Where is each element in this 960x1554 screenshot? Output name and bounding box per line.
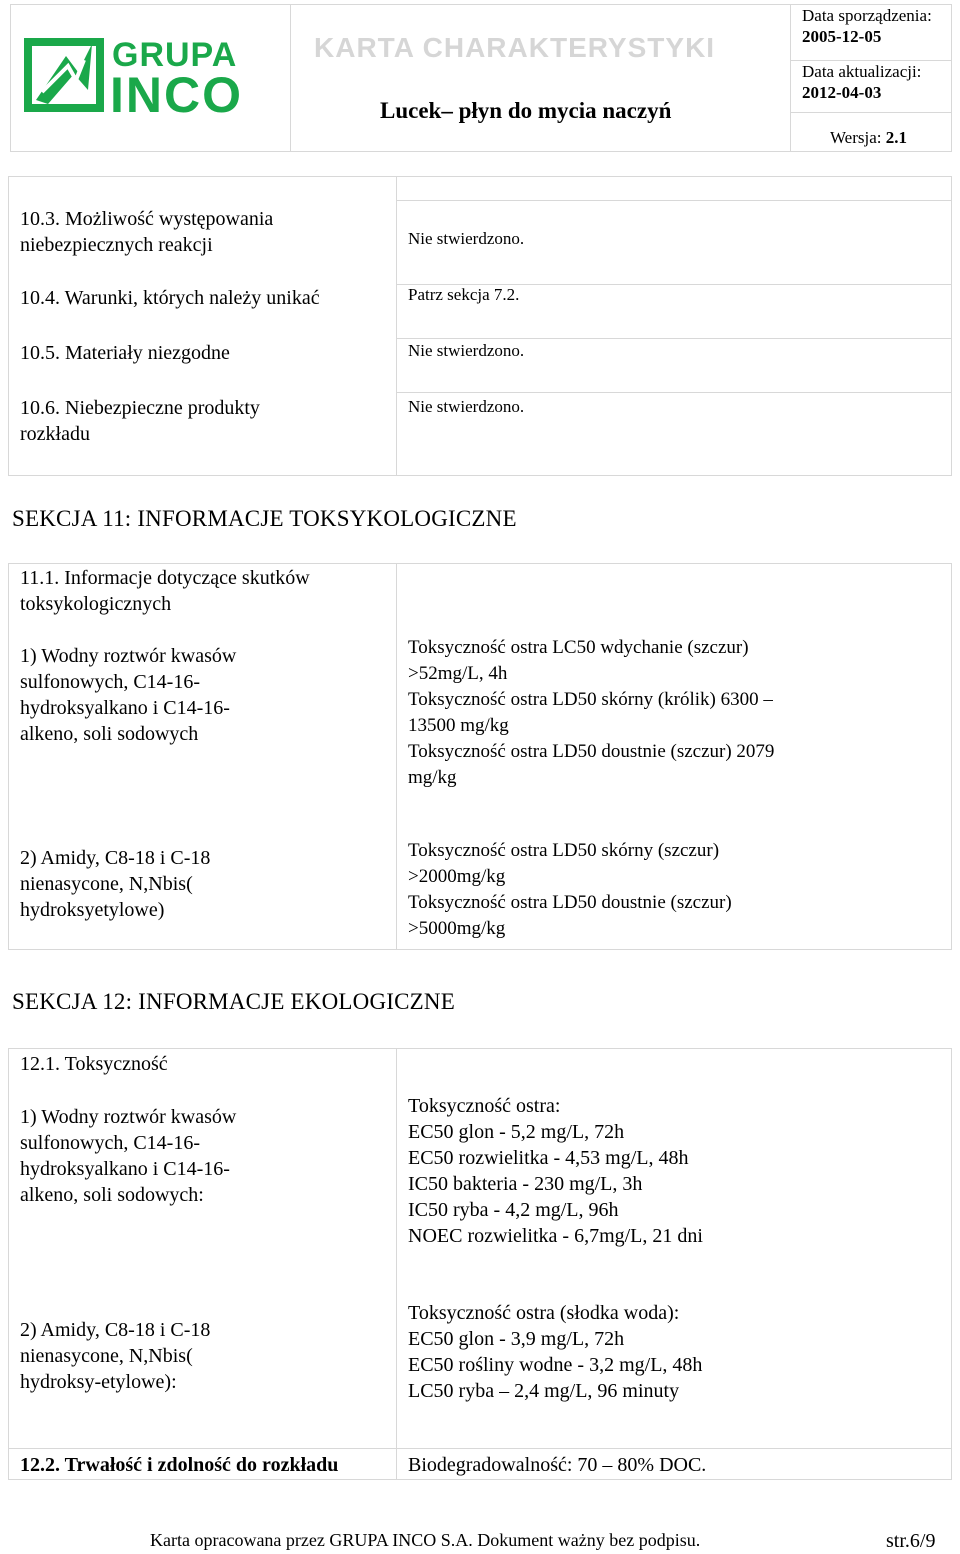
section12-item1-label: 1) Wodny roztwór kwasów sulfonowych, C14-16- hydroksyalkano i C14-16- alkeno, soli sodowych:: [20, 1106, 237, 1206]
section12-row2-label: 12.2. Trwałość i zdolność do rozkładu: [20, 1454, 339, 1476]
section11-item2-values: Toksyczność ostra LD50 skórny (szczur) >2000mg/kg Toksyczność ostra LD50 doustnie (szczur) >5000mg/kg: [408, 840, 732, 939]
date-created: 2005-12-05: [802, 27, 882, 46]
version-label: Wersja:: [830, 128, 882, 147]
footer-note: Karta opracowana przez GRUPA INCO S.A. Dokument ważny bez podpisu.: [150, 1530, 701, 1550]
date-updated-label: Data aktualizacji:: [802, 62, 922, 81]
company-logo: [22, 30, 272, 123]
product-name: Lucek– płyn do mycia naczyń: [380, 98, 672, 123]
section12-subheading: 12.1. Toksyczność: [20, 1053, 168, 1075]
section11-item1-label: 1) Wodny roztwór kwasów sulfonowych, C14-16- hydroksyalkano i C14-16- alkeno, soli sodowych: [20, 645, 237, 745]
section11-heading: SEKCJA 11: INFORMACJE TOKSYKOLOGICZNE: [12, 506, 517, 531]
row-10-6-value: Nie stwierdzono.: [408, 397, 525, 416]
section11-item2-label: 2) Amidy, C8-18 i C-18 nienasycone, N,Nbis( hydroksyetylowe): [20, 847, 211, 921]
row-10-4-value: Patrz sekcja 7.2.: [408, 285, 520, 304]
date-created-label: Data sporządzenia:: [802, 6, 932, 25]
row-10-5-label: 10.5. Materiały niezgodne: [20, 342, 230, 364]
document-title: KARTA CHARAKTERYSTYKI: [314, 32, 716, 63]
page-number: str.6/9: [886, 1530, 936, 1552]
version-value: 2.1: [885, 128, 907, 147]
row-10-6-label: 10.6. Niebezpieczne produkty rozkładu: [20, 397, 260, 445]
row-10-4-label: 10.4. Warunki, których należy unikać: [20, 287, 320, 309]
section12-row2-value: Biodegradowalność: 70 – 80% DOC.: [408, 1454, 707, 1476]
section11-item1-values: Toksyczność ostra LC50 wdychanie (szczur) >52mg/L, 4h Toksyczność ostra LD50 skórny (królik) 6300 – 13500 mg/kg Toksyczność ostra LD50 doustnie (szczur) 2079 mg/kg: [408, 637, 775, 788]
logo-text-top: GRUPA: [112, 36, 238, 74]
section12-item2-values: Toksyczność ostra (słodka woda): EC50 glon - 3,9 mg/L, 72h EC50 rośliny wodne - 3,2 mg/L, 48h LC50 ryba – 2,4 mg/L, 96 minuty: [408, 1302, 703, 1402]
row-10-5-value: Nie stwierdzono.: [408, 341, 525, 360]
row-10-3-label: 10.3. Możliwość występowania niebezpiecznych reakcji: [20, 208, 274, 256]
logo-text-bottom: INCO: [110, 67, 243, 123]
date-updated: 2012-04-03: [802, 83, 882, 102]
section12-heading: SEKCJA 12: INFORMACJE EKOLOGICZNE: [12, 989, 455, 1014]
section12-item1-values: Toksyczność ostra: EC50 glon - 5,2 mg/L, 72h EC50 rozwielitka - 4,53 mg/L, 48h IC50 bakteria - 230 mg/L, 3h IC50 ryba - 4,2 mg/L, 96h NOEC rozwielitka - 6,7mg/L, 21 dni: [408, 1095, 703, 1247]
row-10-3-value: Nie stwierdzono.: [408, 229, 525, 248]
section12-item2-label: 2) Amidy, C8-18 i C-18 nienasycone, N,Nbis( hydroksy-etylowe):: [20, 1319, 211, 1393]
version: [830, 128, 907, 148]
section11-subheading: 11.1. Informacje dotyczące skutków toksykologicznych: [20, 567, 310, 615]
